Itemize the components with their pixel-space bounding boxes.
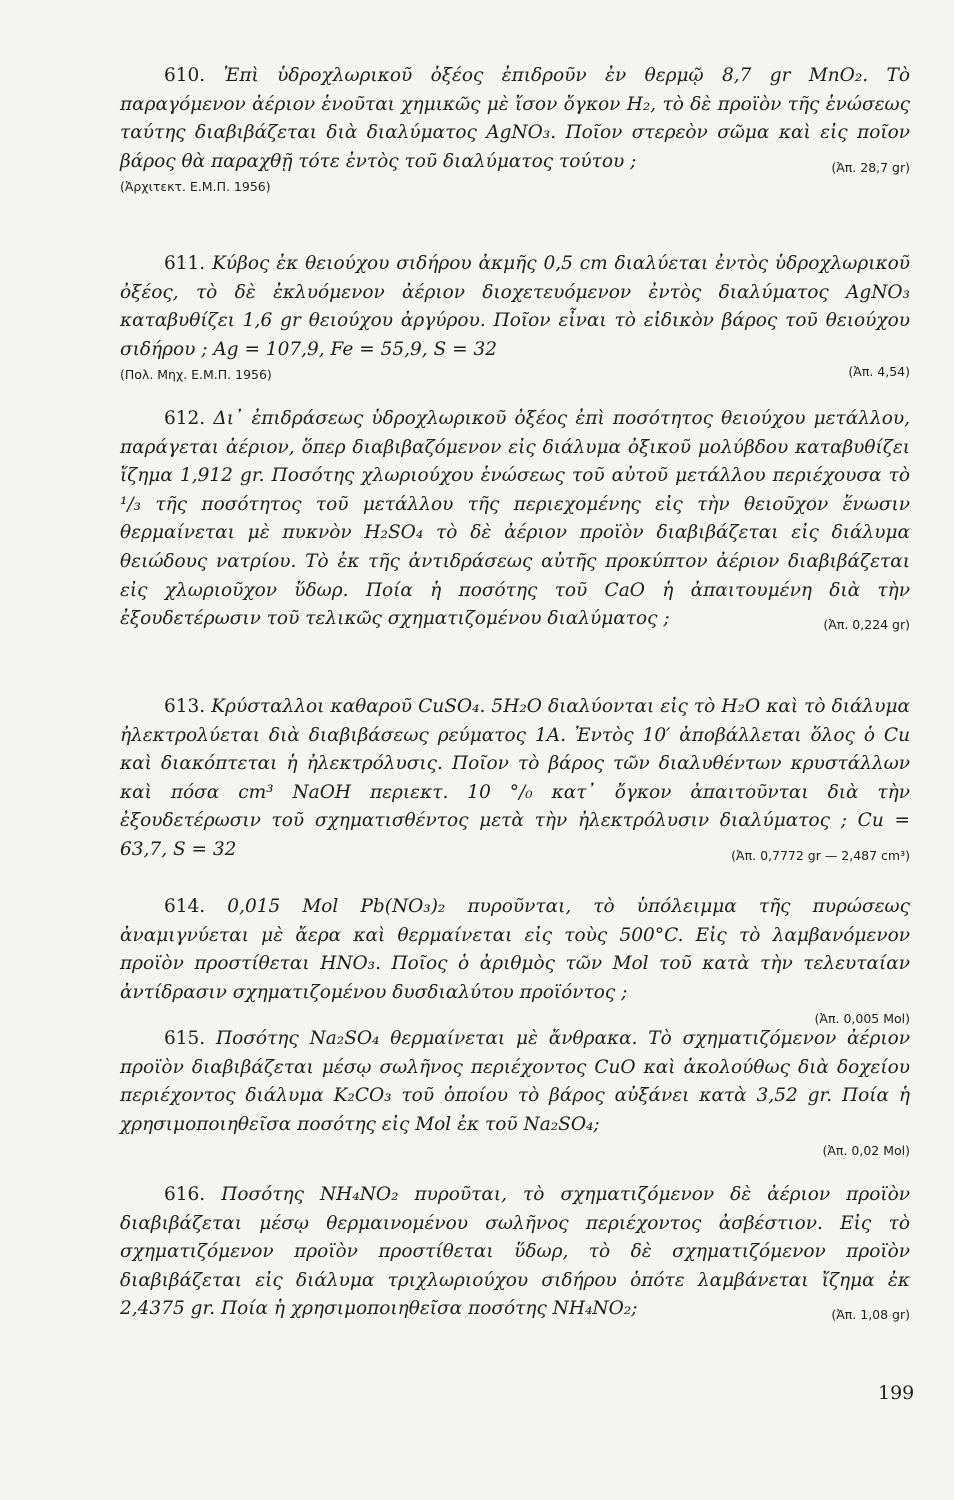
answer: (Ἀπ. 4,54) xyxy=(848,364,910,380)
problem-text: Ποσότης NH₄NO₂ πυροῦται, τὸ σχηματιζόμενον δὲ ἀέριον προϊὸν διαβιβάζεται μέσῳ θερμαινομένου σωλῆνος περιέχοντος ἀσβέστιον. Εἰς τὸ σχηματιζόμενον προϊὸν προστίθεται ὕδωρ, τὸ δὲ σχηματιζόμενον προϊὸν διαβιβάζεται εἰς διάλυμα τριχλωριούχου σιδήρου ὁπότε λαμβάνεται ἴζημα ἐκ 2,4375 gr. Ποία ἡ χρησιμοποιηθεῖσα ποσότης NH₄NO₂; xyxy=(120,1184,910,1320)
problem-610 xyxy=(120,62,910,250)
source-citation: (Ἀρχιτεκτ. Ε.Μ.Π. 1956) xyxy=(120,179,271,195)
problem-text: 0,015 Mol Pb(NO₃)₂ πυροῦνται, τὸ ὑπόλειμμα τῆς πυρώσεως ἀναμιγνύεται μὲ ἄερα καὶ θερμαίνεται εἰς τοὺς 500°C. Εἰς τὸ λαμβανόμενον προϊὸν προστίθεται HNO₃. Ποῖος ὁ ἀριθμὸς τῶν Mol τοῦ κατὰ τὴν τελευταίαν ἀντίδρασιν σχηματιζομένου δυσδιαλύτου προϊόντος ; xyxy=(120,896,910,1003)
source-citation: (Πολ. Μηχ. Ε.Μ.Π. 1956) xyxy=(120,367,272,383)
answer: (Ἀπ. 0,7772 gr — 2,487 cm³) xyxy=(731,847,910,863)
answer: (Ἀπ. 0,224 gr) xyxy=(823,617,910,633)
problem-text: Κρύσταλλοι καθαροῦ CuSO₄. 5H₂O διαλύονται εἰς τὸ H₂O καὶ τὸ διάλυμα ἠλεκτρολύεται διὰ διαβιβάσεως ρεύματος 1A. Ἐντὸς 10′ ἀποβάλλεται ὅλος ὁ Cu καὶ διακόπτεται ἡ ἠλεκτρόλυσις. Ποῖον τὸ βάρος τῶν διαλυθέντων κρυστάλλων καὶ πόσα cm³ NaOH περιεκτ. 10 °/₀ κατ᾽ ὄγκον ἀπαιτοῦνται διὰ τὴν ἐξουδετέρωσιν τοῦ σχηματισθέντος μετὰ τὴν ἠλεκτρόλυσιν διαλύματος ; Cu = 63,7, S = 32 xyxy=(120,696,910,860)
problem-text: Δι᾽ ἐπιδράσεως ὑδροχλωρικοῦ ὀξέος ἐπὶ ποσότητος θειούχου μετάλλου, παράγεται ἀέριον, ὅπερ διαβιβαζόμενον εἰς διάλυμα ὀξικοῦ μολύβδου καταβυθίζει ἴζημα 1,912 gr. Ποσότης χλωριούχου ἑνώσεως τοῦ αὐτοῦ μετάλλου περιέχουσα τὸ ¹/₃ τῆς ποσότητος τοῦ μετάλλου τῆς περιεχομένης εἰς τὴν θειοῦχον ἕνωσιν θερμαίνεται μὲ πυκνὸν H₂SO₄ τὸ δὲ ἀέριον προϊὸν διαβιβάζεται εἰς διάλυμα θειώδους νατρίου. Τὸ ἐκ τῆς ἀντιδράσεως αὐτῆς προκύπτον ἀέριον διαβιβάζεται εἰς χλωριοῦχον ὕδωρ. Ποία ἡ ποσότης τοῦ CaO ἡ ἀπαιτουμένη διὰ τὴν ἐξουδετέρωσιν τοῦ τελικῶς σχηματιζομένου διαλύματος ; xyxy=(120,408,910,630)
problem-612 xyxy=(120,405,910,693)
problem-611 xyxy=(120,250,910,405)
problem-616 xyxy=(120,1181,910,1331)
answer: (Ἀπ. 28,7 gr) xyxy=(831,159,910,175)
problem-text: Κύβος ἐκ θειούχου σιδήρου ἀκμῆς 0,5 cm διαλύεται ἐντὸς ὑδροχλωρικοῦ ὀξέος, τὸ δὲ ἐκλυόμενον ἀέριον διοχετευόμενον ἐντὸς διαλύματος AgNO₃ καταβυθίζει 1,6 gr θειούχου ἀργύρου. Ποῖον εἶναι τὸ εἰδικὸν βάρος τοῦ θειούχου σιδήρου ; Ag = 107,9, Fe = 55,9, S = 32 xyxy=(120,253,910,360)
problem-615 xyxy=(120,1025,910,1181)
problem-number: 611. xyxy=(164,253,206,274)
page-number: 199 xyxy=(878,1382,915,1404)
problem-number: 616. xyxy=(164,1184,206,1205)
problem-number: 612. xyxy=(164,408,206,429)
page-body xyxy=(120,62,910,1331)
answer: (Ἀπ. 0,005 Mol) xyxy=(814,1011,910,1027)
problem-number: 614. xyxy=(164,896,206,917)
problem-number: 615. xyxy=(164,1028,206,1049)
problem-613 xyxy=(120,693,910,893)
problem-text: Ποσότης Na₂SO₄ θερμαίνεται μὲ ἄνθρακα. Τὸ σχηματιζόμενον ἀέριον προϊὸν διαβιβάζεται μέσῳ σωλῆνος περιέχοντος CuO καὶ ἀκολούθως διὰ δοχείου περιέχοντος διάλυμα K₂CO₃ τοῦ ὁποίου τὸ βάρος αὐξάνει κατὰ 3,52 gr. Ποία ἡ χρησιμοποιηθεῖσα ποσότης εἰς Mol ἐκ τοῦ Na₂SO₄; xyxy=(120,1028,910,1135)
problem-number: 610. xyxy=(164,65,206,86)
problem-text: Ἐπὶ ὑδροχλωρικοῦ ὀξέος ἐπιδροῦν ἐν θερμῷ 8,7 gr MnO₂. Τὸ παραγόμενον ἀέριον ἑνοῦται χημικῶς μὲ ἴσον ὄγκον H₂, τὸ δὲ προϊὸν τῆς ἑνώσεως ταύτης διαβιβάζεται διὰ διαλύματος AgNO₃. Ποῖον στερεὸν σῶμα καὶ εἰς ποῖον βάρος θὰ παραχθῇ τότε ἐντὸς τοῦ διαλύματος τούτου ; xyxy=(120,65,910,172)
answer: (Ἀπ. 1,08 gr) xyxy=(831,1307,910,1323)
problem-614 xyxy=(120,893,910,1025)
answer: (Ἀπ. 0,02 Mol) xyxy=(822,1143,910,1159)
problem-number: 613. xyxy=(164,696,206,717)
